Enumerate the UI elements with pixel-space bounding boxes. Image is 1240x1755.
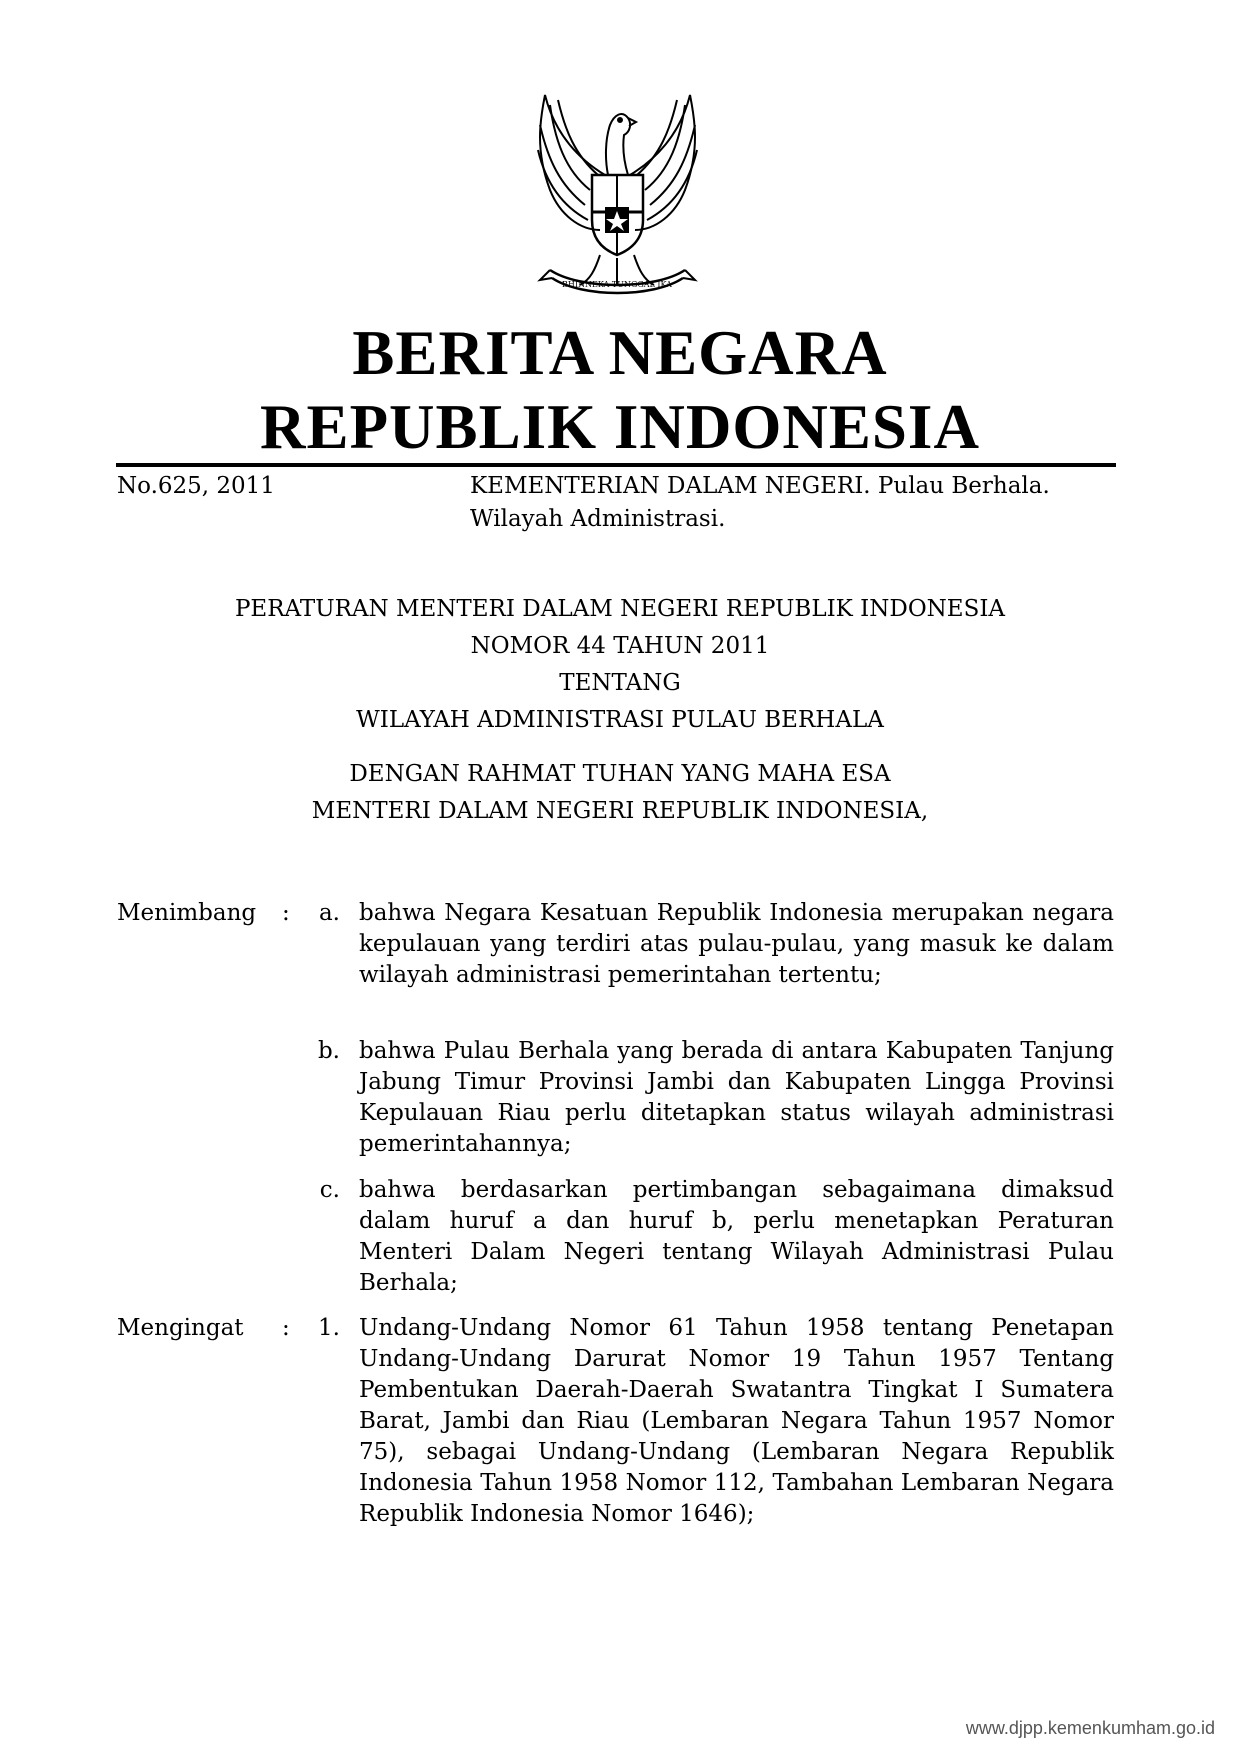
menimbang-item-a: bahwa Negara Kesatuan Republik Indonesia merupakan negara kepulauan yang terdiri atas pulau-pulau, yang masuk ke dalam wilayah administrasi pemerintahan tertentu; bbox=[359, 900, 1114, 988]
regulation-title: PERATURAN MENTERI DALAM NEGERI REPUBLIK INDONESIA bbox=[234, 596, 1006, 622]
gazette-number: No.625, 2011 bbox=[117, 473, 275, 499]
masthead-line-2: REPUBLIK INDONESIA bbox=[260, 392, 980, 462]
garuda-emblem-icon bbox=[510, 80, 725, 300]
menimbang-colon: : bbox=[282, 900, 290, 926]
menimbang-label: Menimbang bbox=[117, 900, 257, 926]
regulation-tentang: TENTANG bbox=[559, 670, 681, 696]
regulation-number: NOMOR 44 TAHUN 2011 bbox=[470, 633, 770, 659]
menimbang-item-b: bahwa Pulau Berhala yang berada di antara Kabupaten Tanjung Jabung Timur Provinsi Jambi dan Kabupaten Lingga Provinsi Kepulauan Riau perlu ditetapkan status wilayah administrasi pemerintahannya; bbox=[359, 1038, 1114, 1157]
menimbang-marker-a: a. bbox=[318, 900, 340, 926]
regulation-subject: WILAYAH ADMINISTRASI PULAU BERHALA bbox=[356, 707, 884, 733]
mengingat-colon: : bbox=[282, 1315, 290, 1341]
footer-url: www.djpp.kemenkumham.go.id bbox=[965, 1718, 1215, 1738]
menimbang-marker-c: c. bbox=[319, 1177, 340, 1203]
issuing-authority: MENTERI DALAM NEGERI REPUBLIK INDONESIA, bbox=[311, 798, 929, 824]
mengingat-marker-1: 1. bbox=[318, 1315, 340, 1341]
menimbang-item-c: bahwa berdasarkan pertimbangan sebagaimana dimaksud dalam huruf a dan huruf b, perlu menetapkan Peraturan Menteri Dalam Negeri tentang Wilayah Administrasi Pulau Berhala; bbox=[359, 1177, 1114, 1296]
masthead-divider bbox=[116, 463, 1116, 467]
invocation: DENGAN RAHMAT TUHAN YANG MAHA ESA bbox=[349, 761, 891, 787]
gazette-subject: KEMENTERIAN DALAM NEGERI. Pulau Berhala. Wilayah Administrasi. bbox=[470, 473, 1050, 532]
menimbang-marker-b: b. bbox=[317, 1038, 340, 1064]
emblem-motto: BHINNEKA TUNGGAL IKA bbox=[562, 280, 672, 289]
masthead-line-1: BERITA NEGARA bbox=[352, 318, 888, 388]
mengingat-item-1: Undang-Undang Nomor 61 Tahun 1958 tentang Penetapan Undang-Undang Darurat Nomor 19 Tahun 1957 Tentang Pembentukan Daerah-Daerah Swatantra Tingkat I Sumatera Barat, Jambi dan Riau (Lembaran Negara Tahun 1957 Nomor 75), sebagai Undang-Undang (Lembaran Negara Republik Indonesia Tahun 1958 Nomor 112, Tambahan Lembaran Negara Republik Indonesia Nomor 1646); bbox=[359, 1315, 1114, 1527]
mengingat-label: Mengingat bbox=[117, 1315, 244, 1341]
